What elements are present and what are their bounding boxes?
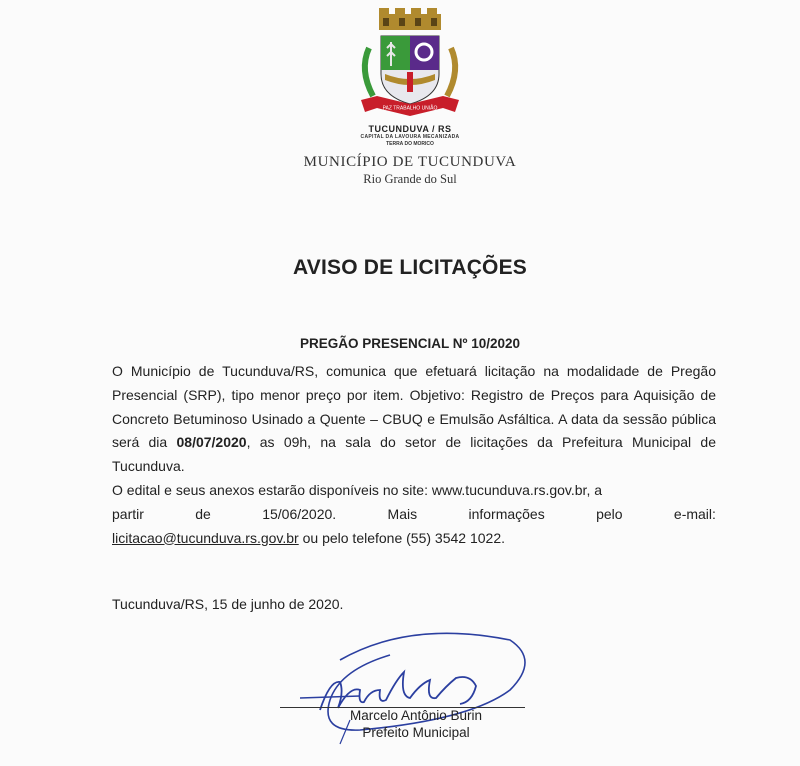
signer-role: Prefeito Municipal — [362, 725, 470, 740]
crest-city-label: TUCUNDUVA / RS — [368, 124, 452, 134]
word: de — [195, 505, 211, 522]
paragraph-2-line-2 — [112, 503, 716, 527]
notice-paragraph-2 — [112, 479, 716, 550]
word: Mais — [387, 505, 418, 522]
notice-title: AVISO DE LICITAÇÕES — [292, 256, 528, 279]
crest-banner-text: PAZ TRABALHO UNIÃO — [382, 105, 438, 112]
word: pelo — [596, 505, 623, 522]
paragraph-1-tail: , as 09h, na sala do setor de licitações da Prefeitura Municipal de Tucunduva. — [112, 434, 716, 475]
word: e-mail: — [673, 505, 716, 522]
word: informações — [468, 505, 545, 522]
crest-crown — [379, 8, 441, 30]
word: 15/06/2020. — [262, 505, 337, 522]
municipality-name: MUNICÍPIO DE TUCUNDUVA — [303, 154, 517, 170]
session-date: 08/07/2020 — [176, 434, 247, 451]
state-name: Rio Grande do Sul — [363, 172, 457, 186]
paragraph-2-line-3 — [112, 527, 716, 551]
notice-subtitle: PREGÃO PRESENCIAL Nº 10/2020 — [299, 336, 520, 351]
signer-block — [280, 707, 552, 741]
email-link[interactable]: licitacao@tucunduva.rs.gov.br — [112, 529, 299, 546]
crest-motto: CAPITAL DA LAVOURA MECANIZADA — [360, 134, 460, 140]
place-and-date: Tucunduva/RS, 15 de junho de 2020. — [112, 596, 344, 612]
word: partir — [112, 505, 144, 522]
coat-of-arms-emblem — [355, 8, 465, 120]
phone-text: ou pelo telefone (55) 3542 1022. — [298, 529, 505, 546]
notice-body — [112, 360, 716, 550]
paragraph-2-line-1: O edital e seus anexos estarão disponíveis no site: www.tucunduva.rs.gov.br, a — [112, 481, 603, 498]
crest-shield — [381, 36, 439, 104]
signer-name: Marcelo Antônio Burin — [349, 708, 483, 723]
notice-paragraph-1 — [112, 360, 716, 479]
paragraph-1-text: O Município de Tucunduva/RS, comunica que efetuará licitação na modalidade de Pregão Presencial (SRP), tipo menor preço por item. Objetivo: Registro de Preços para Aquisição de Concreto Betuminoso Usinado a Quente – CBUQ e Emulsão Asfáltica. A data da sessão pública será dia — [112, 363, 716, 451]
crest-motto-secondary: TERRA DO MORICO — [386, 141, 434, 147]
